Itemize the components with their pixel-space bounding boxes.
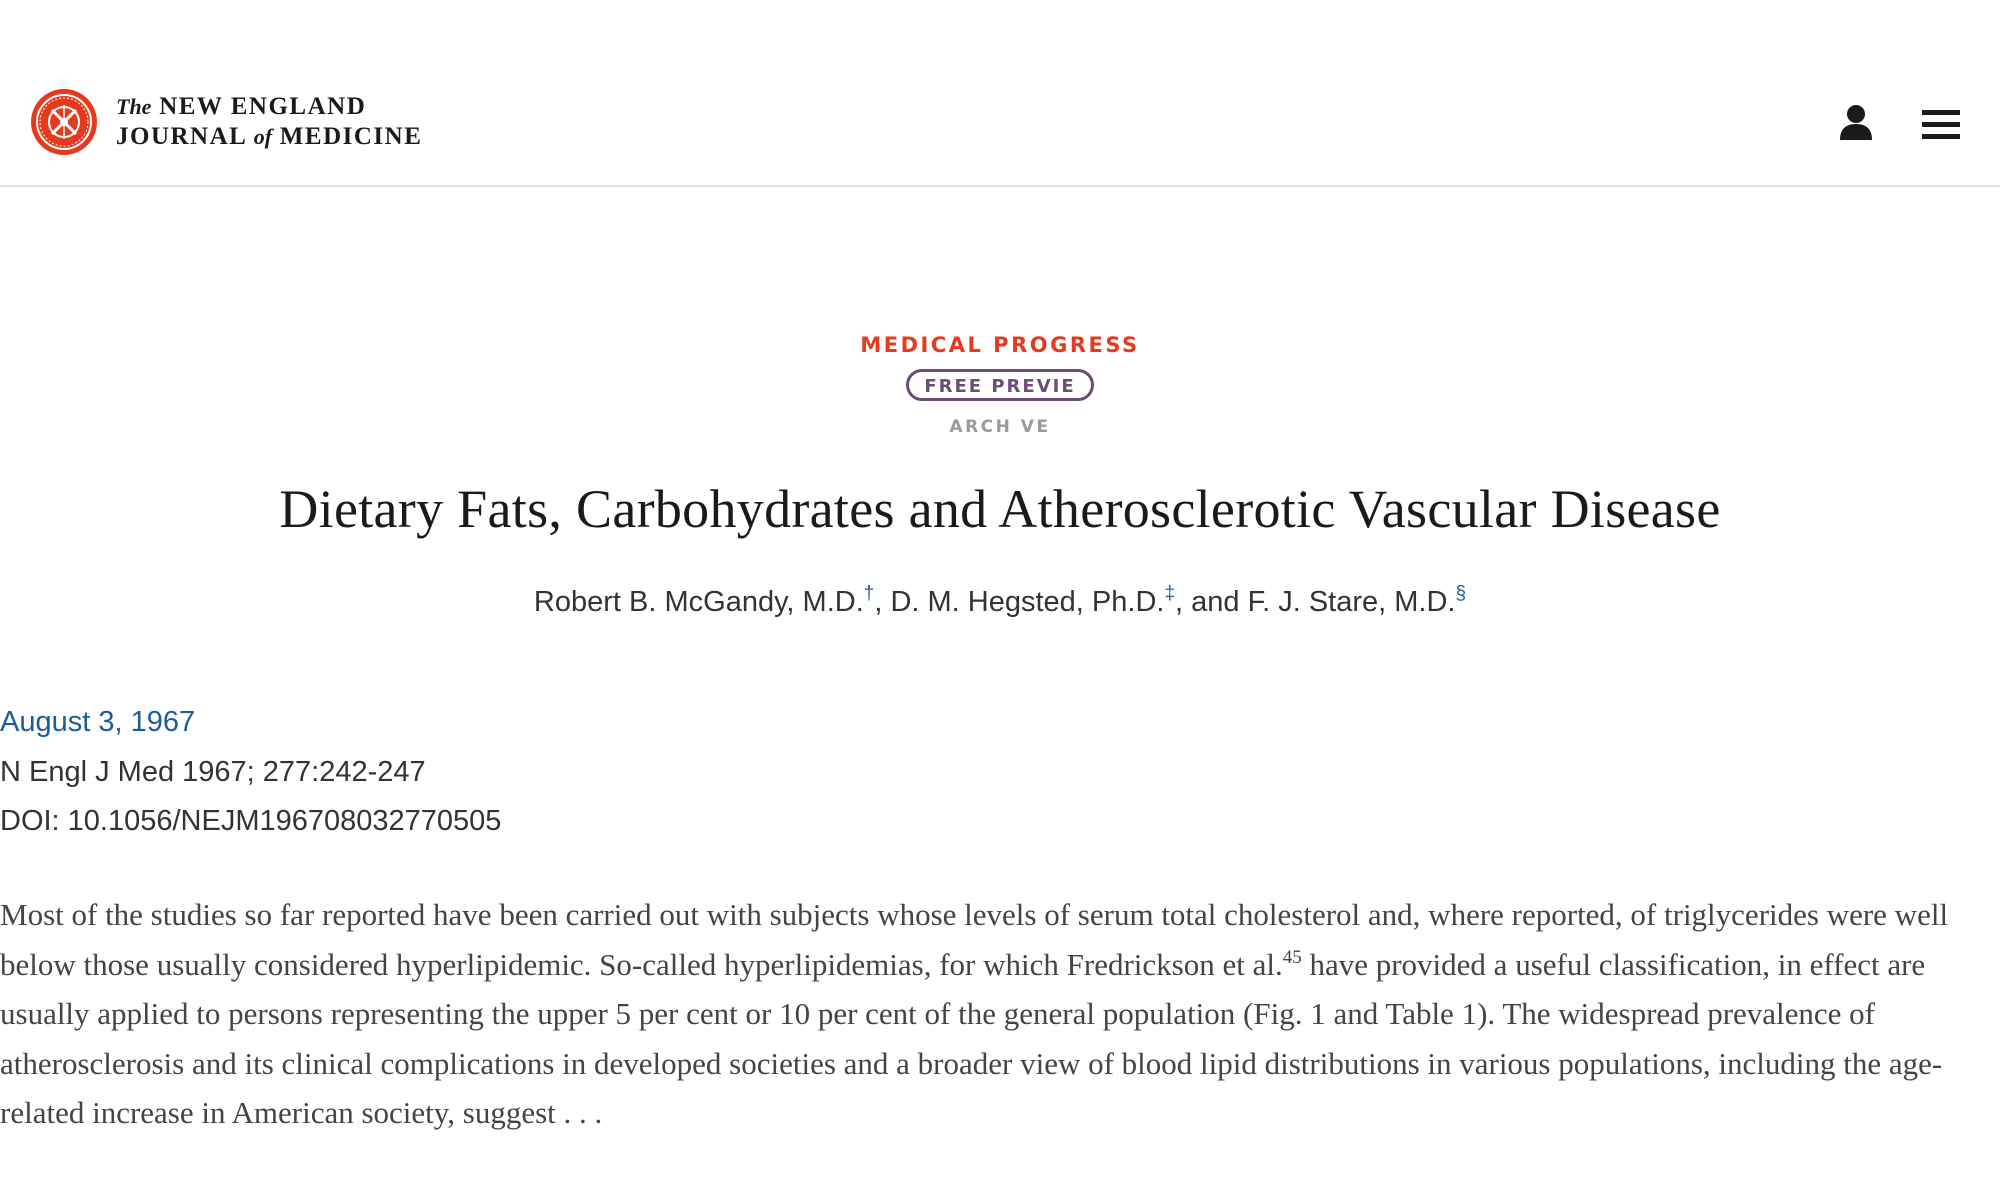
citation: N Engl J Med 1967; 277:242-247: [0, 756, 426, 788]
hamburger-menu-icon: [1922, 110, 1964, 139]
site-header: [0, 0, 2000, 187]
logo-wordmark: The NEW ENGLAND JOURNAL of MEDICINE: [116, 93, 423, 150]
doi: DOI: 10.1056/NEJM196708032770505: [0, 805, 502, 837]
nejm-logo[interactable]: [30, 88, 422, 156]
account-button[interactable]: [1836, 102, 1876, 142]
free-preview-badge: FREE PREVIE: [906, 369, 1094, 401]
article-title: Dietary Fats, Carbohydrates and Atherosclerotic Vascular Disease: [279, 479, 1721, 539]
article-category[interactable]: MEDICAL PROGRESS: [860, 333, 1140, 357]
article-abstract: Most of the studies so far reported have been carried out with subjects whose levels of serum total cholesterol and, where reported, of triglycerides were well below those usually considered hyperlipidemic. So-called hyperlipidemias, for which Fredrickson et al.$^{45}$ have provided a useful classification, in effect are usually applied to persons representing the upper 5 per cent or 10 per cent of the general population (Fig. 1 and Table 1). The widespread prevalence of atherosclerosis and its clinical complications in developed societies and a broader view of blood lipid distributions in various populations, including the age-related increase in American society, suggest . . .: [0, 897, 1949, 1130]
author-name[interactable]: Robert B. McGandy, M.D.: [533, 586, 864, 618]
author-affiliation-mark[interactable]: †: [863, 583, 875, 604]
archive-label[interactable]: ARCH VE: [949, 417, 1051, 437]
author-name[interactable]: D. M. Hegsted, Ph.D.: [890, 586, 1165, 618]
publication-date-link[interactable]: August 3, 1967: [0, 706, 196, 738]
badge-wrap: [0, 369, 2000, 401]
author-list: Robert B. McGandy, M.D.†, D. M. Hegsted, Ph.D.‡, and F. J. Stare, M.D.§: [533, 583, 1467, 618]
person-icon: [1836, 102, 1876, 142]
menu-button[interactable]: [1922, 110, 1964, 142]
author-name[interactable]: F. J. Stare, M.D.: [1247, 586, 1456, 618]
nejm-seal-icon: [30, 88, 98, 156]
author-affiliation-mark[interactable]: ‡: [1164, 583, 1176, 604]
author-affiliation-mark[interactable]: §: [1455, 583, 1467, 604]
reference-mark[interactable]: 45: [1282, 946, 1302, 968]
